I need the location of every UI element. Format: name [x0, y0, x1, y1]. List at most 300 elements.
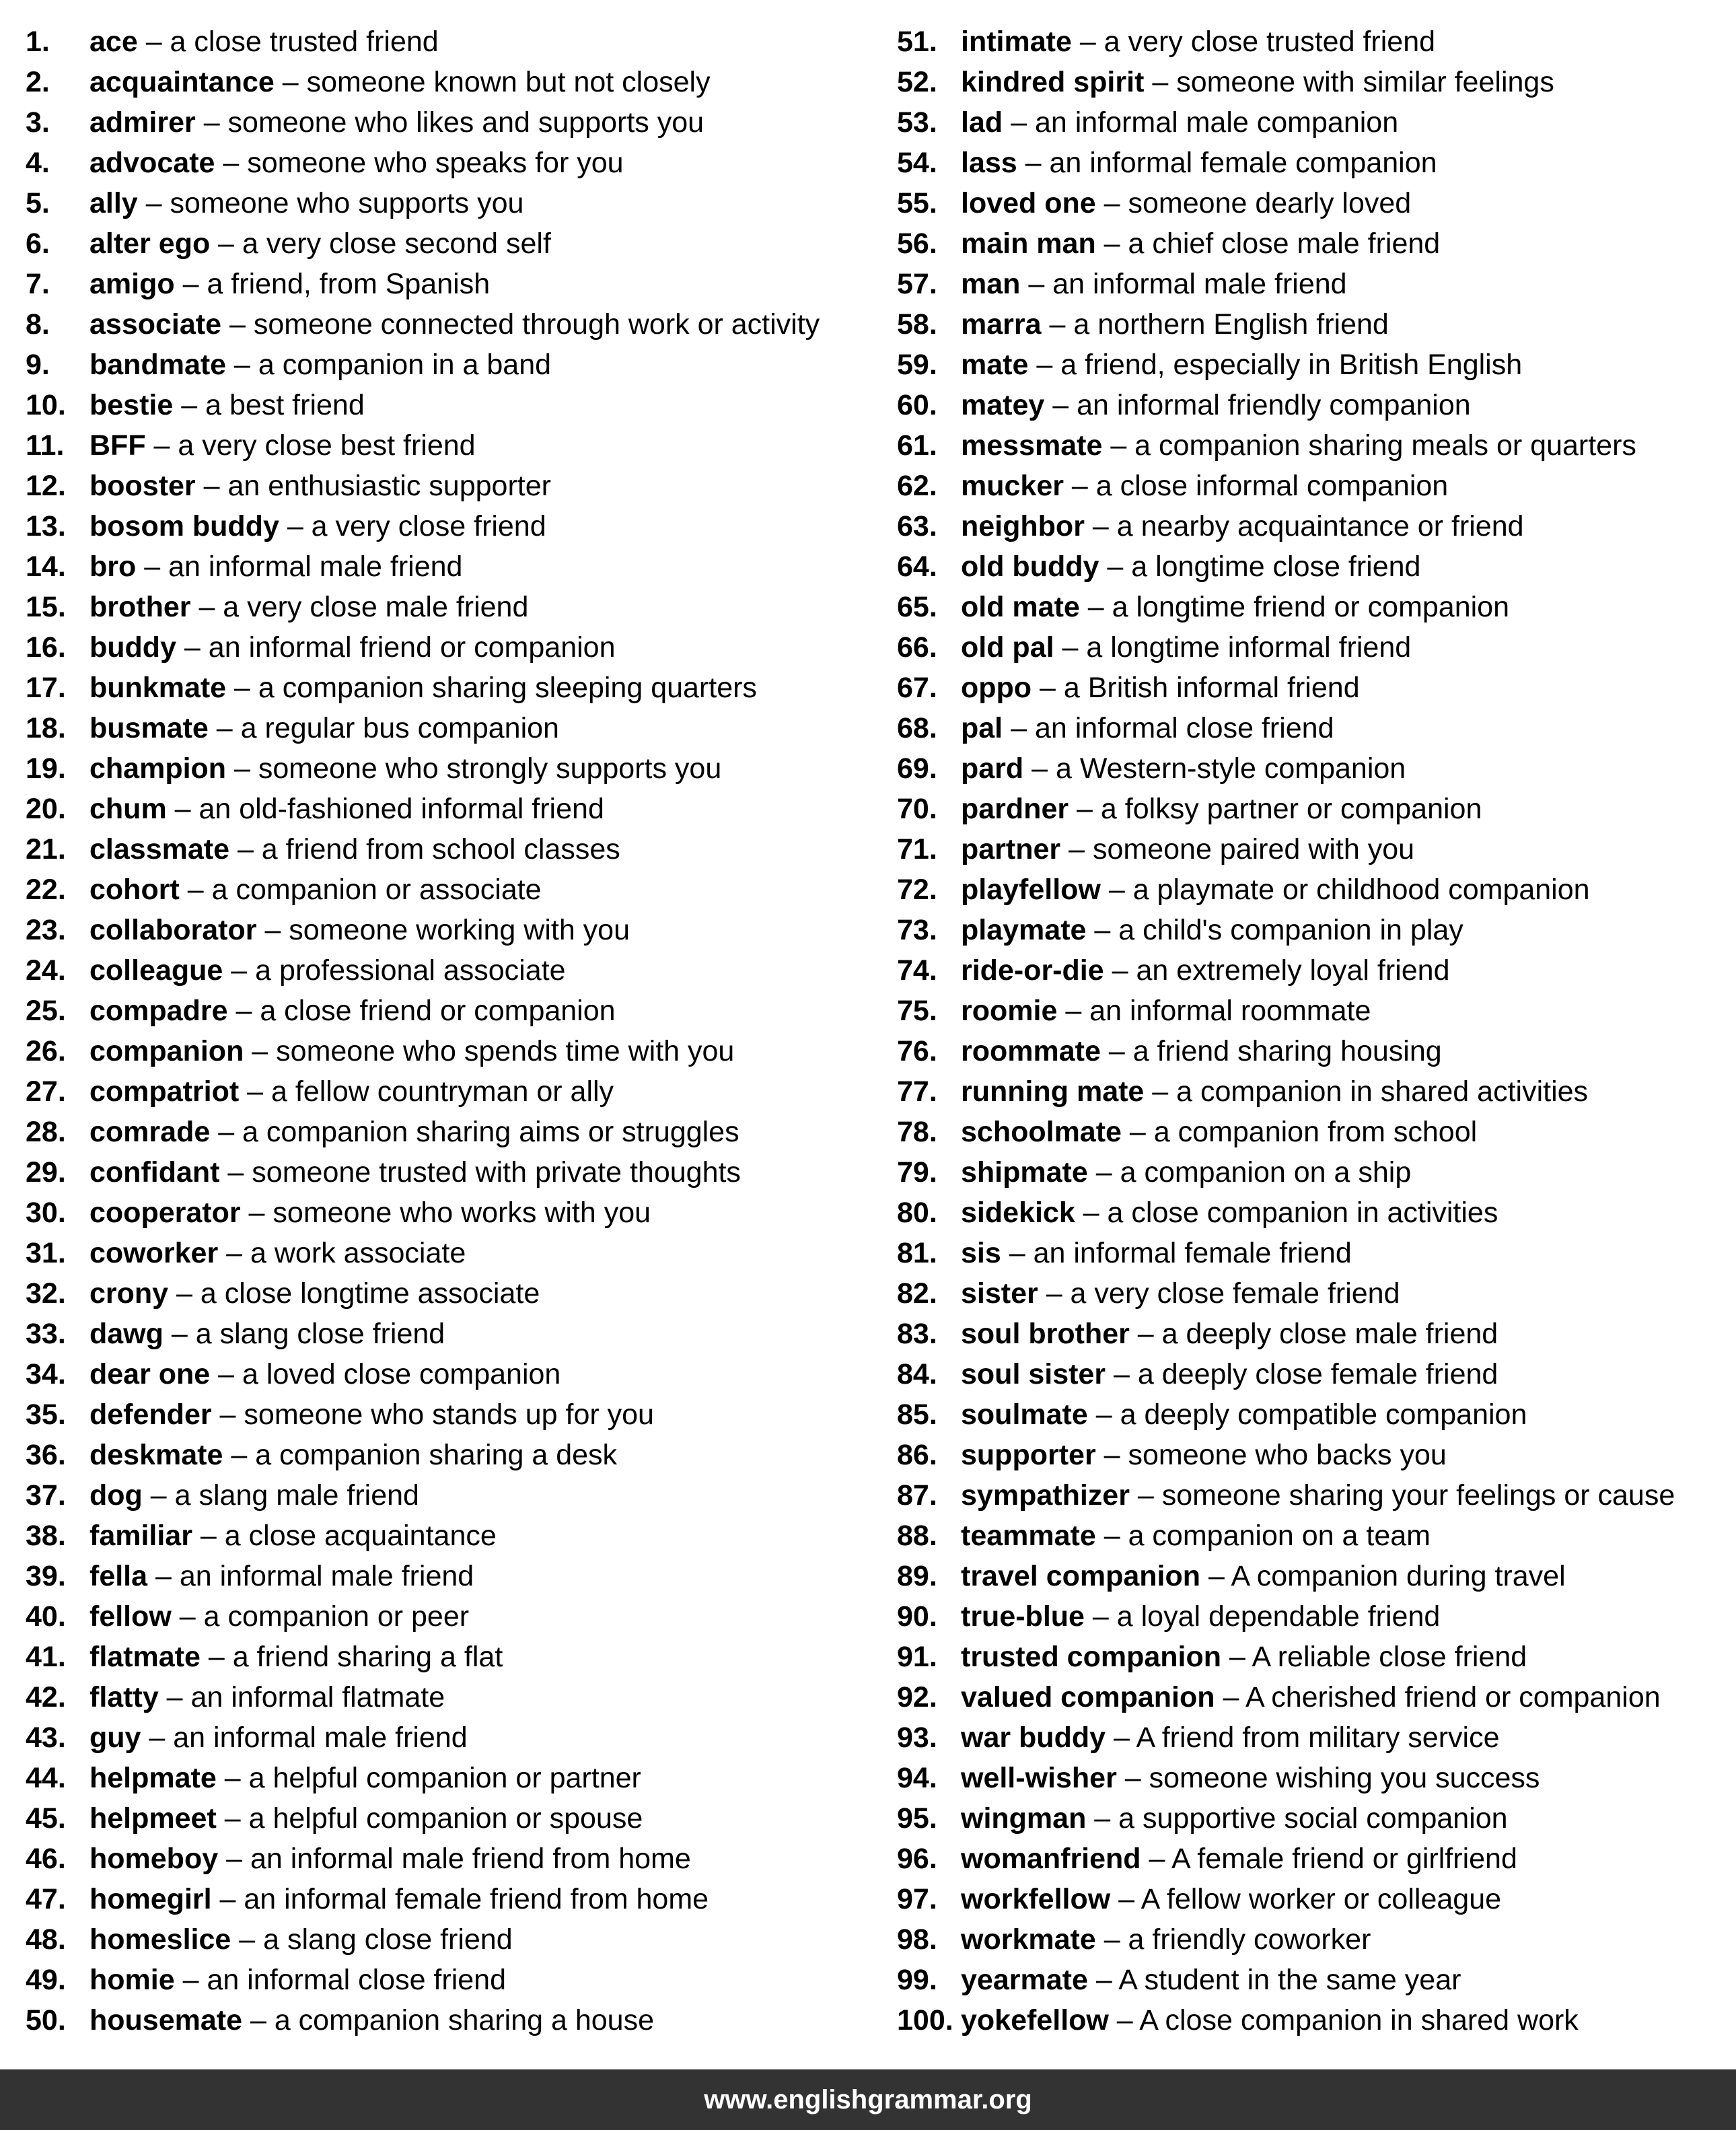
- item-text: [89, 22, 439, 62]
- item-word: supporter: [961, 1439, 1096, 1471]
- item-word: running mate: [961, 1075, 1145, 1108]
- item-text: [89, 748, 721, 789]
- list-item: [897, 425, 1731, 466]
- item-text: [961, 991, 1371, 1031]
- item-word: sister: [961, 1277, 1038, 1310]
- list-item: [897, 1556, 1731, 1596]
- item-word: cooperator: [89, 1197, 241, 1229]
- item-word: fellow: [89, 1600, 172, 1633]
- item-definition: – an informal close friend: [1003, 712, 1334, 744]
- item-text: [961, 829, 1414, 869]
- item-text: [961, 304, 1389, 345]
- item-text: [961, 425, 1636, 466]
- list-item: [26, 22, 873, 62]
- item-word: bro: [89, 551, 137, 583]
- item-number: 57.: [897, 268, 937, 300]
- item-word: coworker: [89, 1237, 219, 1269]
- item-definition: – a child's companion in play: [1086, 914, 1463, 946]
- item-definition: – someone who spends time with you: [244, 1035, 735, 1067]
- item-word: main man: [961, 227, 1096, 260]
- list-item: [26, 1152, 873, 1193]
- item-text: [89, 466, 551, 506]
- list-item: [26, 587, 873, 627]
- item-definition: – an informal male friend from home: [218, 1843, 691, 1875]
- item-text: [89, 425, 476, 466]
- list-item: [897, 587, 1731, 627]
- list-item: [897, 183, 1731, 223]
- item-word: homie: [89, 1964, 175, 1996]
- item-number: 96.: [897, 1843, 937, 1875]
- list-item: [897, 1637, 1731, 1677]
- item-number: 34.: [26, 1358, 66, 1390]
- item-text: [961, 1273, 1400, 1314]
- item-definition: – a longtime informal friend: [1054, 631, 1412, 664]
- list-item: [897, 829, 1731, 869]
- item-number: 4.: [26, 147, 50, 179]
- item-text: [89, 1071, 614, 1112]
- item-number: 75.: [897, 995, 937, 1027]
- list-item: [897, 1394, 1731, 1435]
- item-text: [961, 1193, 1498, 1233]
- item-number: 47.: [26, 1883, 66, 1915]
- item-word: trusted companion: [961, 1641, 1222, 1673]
- item-word: neighbor: [961, 510, 1085, 542]
- item-number: 29.: [26, 1156, 66, 1188]
- item-word: busmate: [89, 712, 209, 744]
- item-text: [961, 1677, 1661, 1717]
- list-item: [26, 2000, 873, 2040]
- list-item: [897, 1273, 1731, 1314]
- item-word: bandmate: [89, 349, 227, 381]
- item-definition: – a longtime close friend: [1099, 551, 1421, 583]
- item-definition: – A close companion in shared work: [1108, 2004, 1579, 2036]
- item-text: [89, 1717, 468, 1758]
- item-word: well-wisher: [961, 1762, 1117, 1794]
- item-word: workmate: [961, 1923, 1096, 1956]
- item-number: 64.: [897, 551, 937, 583]
- item-text: [89, 1031, 734, 1071]
- item-word: BFF: [89, 429, 146, 462]
- item-number: 79.: [897, 1156, 937, 1188]
- item-definition: – a longtime friend or companion: [1079, 591, 1510, 623]
- item-text: [961, 1314, 1498, 1354]
- list-item: [897, 1516, 1731, 1556]
- item-number: 82.: [897, 1277, 937, 1310]
- item-definition: – someone who strongly supports you: [226, 752, 722, 785]
- item-word: cohort: [89, 874, 180, 906]
- item-definition: – a companion in a band: [226, 349, 552, 381]
- list-item: [26, 1475, 873, 1516]
- list-item: [897, 1475, 1731, 1516]
- item-text: [89, 1435, 617, 1475]
- item-definition: – an old-fashioned informal friend: [166, 793, 604, 825]
- list-item: [897, 1071, 1731, 1112]
- item-text: [89, 829, 620, 869]
- item-definition: – a deeply close male friend: [1129, 1318, 1498, 1350]
- item-definition: – a best friend: [173, 389, 365, 421]
- item-text: [961, 1435, 1447, 1475]
- item-definition: – a northern English friend: [1041, 308, 1389, 341]
- item-text: [961, 587, 1509, 627]
- item-word: comrade: [89, 1116, 211, 1148]
- item-text: [89, 587, 528, 627]
- item-number: 3.: [26, 106, 50, 139]
- item-definition: – a companion from school: [1121, 1116, 1478, 1148]
- item-word: teammate: [961, 1520, 1096, 1552]
- item-text: [961, 950, 1450, 991]
- list-item: [26, 869, 873, 910]
- item-number: 38.: [26, 1520, 66, 1552]
- list-item: [897, 748, 1731, 789]
- list-item: [26, 991, 873, 1031]
- item-definition: – a helpful companion or spouse: [216, 1802, 643, 1835]
- item-number: 88.: [897, 1520, 937, 1552]
- item-number: 72.: [897, 874, 937, 906]
- list-item: [26, 829, 873, 869]
- item-text: [961, 1798, 1508, 1839]
- item-number: 54.: [897, 147, 937, 179]
- item-number: 100.: [897, 2004, 953, 2036]
- item-number: 91.: [897, 1641, 937, 1673]
- list-item: [26, 1314, 873, 1354]
- item-text: [89, 1839, 691, 1879]
- item-word: soulmate: [961, 1398, 1088, 1431]
- item-definition: – a very close second self: [210, 227, 551, 260]
- list-item: [897, 264, 1731, 304]
- item-number: 36.: [26, 1439, 66, 1471]
- item-definition: – A fellow worker or colleague: [1110, 1883, 1502, 1915]
- item-word: helpmate: [89, 1762, 217, 1794]
- list-item: [26, 1879, 873, 1919]
- item-word: ace: [89, 26, 138, 58]
- item-definition: – a very close male friend: [190, 591, 529, 623]
- item-word: crony: [89, 1277, 169, 1310]
- item-definition: – a very close female friend: [1038, 1277, 1400, 1310]
- item-definition: – A reliable close friend: [1221, 1641, 1527, 1673]
- item-definition: – someone sharing your feelings or cause: [1129, 1479, 1675, 1512]
- list-item: [897, 708, 1731, 748]
- item-text: [961, 1152, 1411, 1193]
- list-item: [26, 102, 873, 143]
- list-item: [897, 345, 1731, 385]
- list-item: [26, 1516, 873, 1556]
- item-definition: – a helpful companion or partner: [216, 1762, 641, 1794]
- item-number: 17.: [26, 672, 66, 704]
- item-text: [89, 708, 559, 748]
- item-word: loved one: [961, 187, 1096, 219]
- item-text: [961, 627, 1411, 668]
- item-text: [89, 1879, 709, 1919]
- item-text: [961, 385, 1471, 425]
- item-definition: – an informal male companion: [1003, 106, 1399, 139]
- item-text: [89, 546, 462, 587]
- word-list-column-left: [26, 22, 873, 2040]
- item-number: 21.: [26, 833, 66, 865]
- list-item: [897, 1717, 1731, 1758]
- item-word: roommate: [961, 1035, 1101, 1067]
- item-number: 81.: [897, 1237, 937, 1269]
- item-definition: – a friend sharing a flat: [200, 1641, 503, 1673]
- item-word: compatriot: [89, 1075, 240, 1108]
- item-definition: – an informal male friend: [147, 1560, 474, 1592]
- list-item: [897, 910, 1731, 950]
- item-definition: – a slang male friend: [142, 1479, 419, 1512]
- item-text: [89, 668, 757, 708]
- item-number: 26.: [26, 1035, 66, 1067]
- item-definition: – A student in the same year: [1087, 1964, 1461, 1996]
- item-word: homeboy: [89, 1843, 219, 1875]
- item-number: 1.: [26, 26, 50, 58]
- item-number: 97.: [897, 1883, 937, 1915]
- item-definition: – a close friend or companion: [227, 995, 616, 1027]
- item-number: 58.: [897, 308, 937, 341]
- item-number: 69.: [897, 752, 937, 785]
- item-definition: – someone who likes and supports you: [195, 106, 704, 139]
- item-text: [961, 1354, 1498, 1394]
- item-number: 53.: [897, 106, 937, 139]
- item-definition: – someone trusted with private thoughts: [219, 1156, 741, 1188]
- item-word: admirer: [89, 106, 196, 139]
- item-text: [89, 304, 820, 345]
- item-definition: – a work associate: [218, 1237, 466, 1269]
- item-number: 28.: [26, 1116, 66, 1148]
- item-number: 44.: [26, 1762, 66, 1794]
- item-definition: – a professional associate: [223, 954, 566, 987]
- item-text: [961, 223, 1440, 264]
- item-number: 86.: [897, 1439, 937, 1471]
- list-item: [26, 1596, 873, 1637]
- item-definition: – a companion on a team: [1095, 1520, 1431, 1552]
- item-word: dear one: [89, 1358, 211, 1390]
- list-item: [897, 1314, 1731, 1354]
- item-definition: – A female friend or girlfriend: [1141, 1843, 1517, 1875]
- item-number: 50.: [26, 2004, 66, 2036]
- word-list-column-right: [897, 22, 1731, 2040]
- item-word: brother: [89, 591, 191, 623]
- item-number: 84.: [897, 1358, 937, 1390]
- item-definition: – a companion or associate: [179, 874, 542, 906]
- item-number: 15.: [26, 591, 66, 623]
- item-definition: – a companion or peer: [171, 1600, 470, 1633]
- item-text: [89, 627, 616, 668]
- list-item: [26, 143, 873, 183]
- item-text: [89, 385, 365, 425]
- item-definition: – A friend from military service: [1106, 1721, 1500, 1754]
- item-definition: – a close informal companion: [1063, 470, 1449, 502]
- list-item: [26, 789, 873, 829]
- list-item: [897, 546, 1731, 587]
- list-item: [26, 466, 873, 506]
- item-word: ride-or-die: [961, 954, 1104, 987]
- item-definition: – an informal friend or companion: [176, 631, 616, 664]
- item-definition: – a Western-style companion: [1023, 752, 1406, 785]
- item-text: [961, 345, 1522, 385]
- item-word: true-blue: [961, 1600, 1085, 1633]
- item-number: 43.: [26, 1721, 66, 1754]
- item-text: [961, 708, 1334, 748]
- item-number: 33.: [26, 1318, 66, 1350]
- item-definition: – a nearby acquaintance or friend: [1084, 510, 1524, 542]
- item-definition: – a friend, from Spanish: [174, 268, 491, 300]
- item-number: 87.: [897, 1479, 937, 1512]
- item-word: oppo: [961, 672, 1032, 704]
- item-text: [89, 869, 542, 910]
- item-number: 23.: [26, 914, 66, 946]
- item-number: 30.: [26, 1197, 66, 1229]
- item-word: ally: [89, 187, 138, 219]
- item-word: roomie: [961, 995, 1058, 1027]
- item-number: 55.: [897, 187, 937, 219]
- list-item: [897, 869, 1731, 910]
- item-text: [961, 1717, 1500, 1758]
- item-text: [961, 1394, 1527, 1435]
- item-number: 49.: [26, 1964, 66, 1996]
- item-text: [961, 668, 1360, 708]
- item-text: [89, 102, 704, 143]
- item-text: [89, 1314, 445, 1354]
- item-word: soul brother: [961, 1318, 1130, 1350]
- item-word: shipmate: [961, 1156, 1088, 1188]
- item-text: [89, 264, 490, 304]
- list-item: [26, 183, 873, 223]
- item-text: [961, 2000, 1579, 2040]
- list-item: [897, 1596, 1731, 1637]
- item-text: [89, 789, 604, 829]
- list-item: [897, 1112, 1731, 1152]
- item-word: old buddy: [961, 551, 1099, 583]
- item-word: sympathizer: [961, 1479, 1130, 1512]
- list-item: [26, 385, 873, 425]
- item-number: 67.: [897, 672, 937, 704]
- item-definition: – someone working with you: [256, 914, 630, 946]
- list-item: [26, 1637, 873, 1677]
- item-number: 12.: [26, 470, 66, 502]
- item-number: 8.: [26, 308, 50, 341]
- list-item: [897, 1960, 1731, 2000]
- item-number: 22.: [26, 874, 66, 906]
- item-word: advocate: [89, 147, 215, 179]
- item-text: [89, 1394, 654, 1435]
- item-definition: – a friend from school classes: [229, 833, 620, 865]
- list-item: [26, 425, 873, 466]
- item-word: colleague: [89, 954, 223, 987]
- item-definition: – a loyal dependable friend: [1084, 1600, 1441, 1633]
- list-item: [26, 546, 873, 587]
- item-definition: – someone who stands up for you: [211, 1398, 654, 1431]
- item-number: 42.: [26, 1681, 66, 1713]
- item-number: 74.: [897, 954, 937, 987]
- item-definition: – an enthusiastic supporter: [195, 470, 551, 502]
- item-number: 98.: [897, 1923, 937, 1956]
- list-item: [897, 789, 1731, 829]
- list-item: [26, 1556, 873, 1596]
- list-item: [897, 1919, 1731, 1960]
- item-number: 61.: [897, 429, 937, 462]
- item-number: 70.: [897, 793, 937, 825]
- item-definition: – someone connected through work or activity: [221, 308, 820, 341]
- item-word: compadre: [89, 995, 228, 1027]
- item-word: partner: [961, 833, 1061, 865]
- list-item: [897, 22, 1731, 62]
- item-word: travel companion: [961, 1560, 1201, 1592]
- item-definition: – an informal female friend from home: [211, 1883, 709, 1915]
- list-item: [26, 1394, 873, 1435]
- item-text: [961, 264, 1347, 304]
- item-number: 16.: [26, 631, 66, 664]
- item-word: pal: [961, 712, 1003, 744]
- item-word: chum: [89, 793, 167, 825]
- item-word: intimate: [961, 26, 1072, 58]
- item-number: 62.: [897, 470, 937, 502]
- item-word: booster: [89, 470, 196, 502]
- item-word: mucker: [961, 470, 1064, 502]
- item-definition: – an informal male friend: [141, 1721, 468, 1754]
- item-text: [89, 506, 546, 546]
- item-text: [89, 1354, 560, 1394]
- list-item: [26, 1071, 873, 1112]
- item-word: old mate: [961, 591, 1080, 623]
- item-word: matey: [961, 389, 1045, 421]
- item-text: [961, 1596, 1440, 1637]
- item-text: [961, 1960, 1461, 2000]
- item-word: bunkmate: [89, 672, 227, 704]
- item-word: marra: [961, 308, 1042, 341]
- item-definition: – A cherished friend or companion: [1215, 1681, 1661, 1713]
- list-item: [26, 506, 873, 546]
- item-word: bosom buddy: [89, 510, 279, 542]
- item-definition: – someone with similar feelings: [1144, 66, 1554, 98]
- item-definition: – an informal flatmate: [158, 1681, 445, 1713]
- item-definition: – a close companion in activities: [1075, 1197, 1498, 1229]
- list-item: [897, 627, 1731, 668]
- item-word: familiar: [89, 1520, 192, 1552]
- item-word: amigo: [89, 268, 175, 300]
- item-number: 56.: [897, 227, 937, 260]
- list-item: [26, 264, 873, 304]
- list-item: [26, 62, 873, 102]
- item-number: 52.: [897, 66, 937, 98]
- item-number: 63.: [897, 510, 937, 542]
- list-item: [897, 1435, 1731, 1475]
- item-number: 99.: [897, 1964, 937, 1996]
- item-text: [89, 1596, 469, 1637]
- item-word: womanfriend: [961, 1843, 1141, 1875]
- item-word: bestie: [89, 389, 174, 421]
- item-text: [89, 1193, 651, 1233]
- item-word: defender: [89, 1398, 212, 1431]
- item-word: dog: [89, 1479, 143, 1512]
- item-number: 92.: [897, 1681, 937, 1713]
- list-item: [26, 748, 873, 789]
- item-text: [89, 345, 551, 385]
- item-number: 66.: [897, 631, 937, 664]
- item-number: 80.: [897, 1197, 937, 1229]
- item-text: [89, 1516, 497, 1556]
- item-word: sidekick: [961, 1197, 1075, 1229]
- item-text: [961, 1839, 1517, 1879]
- item-number: 2.: [26, 66, 50, 98]
- item-text: [961, 1475, 1675, 1516]
- item-text: [89, 1273, 540, 1314]
- list-item: [897, 950, 1731, 991]
- item-text: [89, 223, 551, 264]
- item-text: [89, 1637, 503, 1677]
- item-text: [89, 143, 624, 183]
- item-definition: – a slang close friend: [163, 1318, 445, 1350]
- item-number: 19.: [26, 752, 66, 785]
- footer-url: www.englishgrammar.org: [704, 2085, 1032, 2115]
- item-word: homeslice: [89, 1923, 231, 1956]
